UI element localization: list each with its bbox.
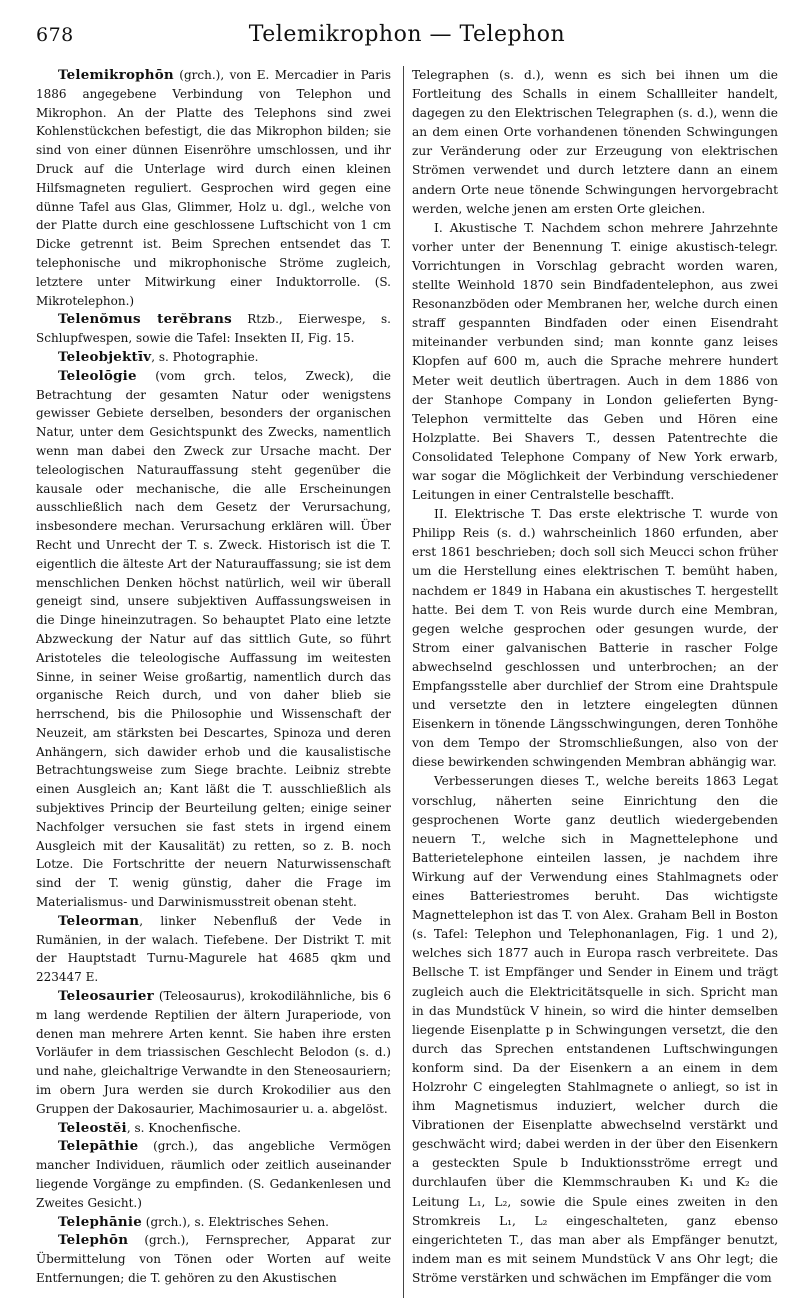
entry-text: , s. Photographie. [151, 349, 259, 364]
entry-headword: Teleolōgie [58, 367, 137, 384]
entry-headword: Telemikrophōn [58, 67, 174, 83]
dictionary-entry [36, 310, 391, 348]
entry-text: (grch.), Fernsprecher, Apparat zur Übermittelung von Tönen oder Worten auf weite Entfernungen; die T. gehören zu den Akustischen [36, 1233, 391, 1285]
dictionary-entry [36, 348, 391, 367]
body-paragraph: I. Akustische T. Nachdem schon mehrere Jahrzehnte vorher unter der Benennung T. einige akustisch-telegr. Vorrichtungen in Vorschlag gebracht worden waren, stellte Weinhold 1870 sein Bindfadentelephon, aus zwei Resonanzböden oder Membranen her, welche durch einen straff gespannten Bindfaden oder einen Eisendraht miteinander verbunden sind; man konnte ganz leises Klopfen auf 600 m, auch die Sprache mehrere hundert Meter weit deutlich übertragen. Auch in dem 1886 von der Stanhope Company in London gelieferten Byng-Telephon vermittelte das Geben und Hören eine Holzplatte. Bei Shavers T., dessen Patentrechte die Consolidated Telephone Company of New York erwarb, war sogar die Möglichkeit der Verbindung verschiedener Leitungen in einer Centralstelle beschafft. [412, 220, 778, 503]
entry-headword: Teleobjektīv [58, 348, 152, 365]
entry-headword: Teleosaurier [58, 988, 154, 1005]
dictionary-entry [36, 912, 391, 987]
dictionary-entry [36, 66, 391, 310]
entry-text: Rtzb., Eierwespe, s. Schlupfwespen, sowie die Tafel: Insekten II, Fig. 15. [36, 312, 391, 346]
body-paragraph: II. Elektrische T. Das erste elektrische T. wurde von Philipp Reis (s. d.) wahrscheinlich 1860 erfunden, aber erst 1861 beschrieben; doch soll sich Meucci schon früher um die Herstellung eines elektrischen T. bemüht haben, nachdem er 1849 in Habana ein akustisches T. hergestellt hatte. Bei dem T. von Reis wurde durch eine Membran, gegen welche gesprochen oder gesungen wurde, der Strom einer galvanischen Batterie in rascher Folge abwechselnd geschlossen und unterbrochen; an der Empfangsstelle aber durchlief der Strom eine Drahtspule und versetzte den in letztere eingelegten dünnen Eisenkern in tönende Längsschwingungen, deren Tonhöhe von dem Tempo der Stromschließungen, also von der diese bewirkenden schwingenden Membran abhängig war. [412, 507, 778, 770]
dictionary-entry [36, 1213, 391, 1232]
entry-headword: Telepāthie [58, 1138, 139, 1155]
entry-text: (Teleosaurus), krokodilähnliche, bis 6 m lang werdende Reptilien der ältern Juraperiode, von denen man mehrere Arten kennt. Sie haben ihre ersten Vorläufer in dem triassischen Geschlecht Belodon (s. d.) und nahe, gleichaltrige Verwandte in den Steneosauriern; im obern Jura werden sie durch Krokodilier aus den Gruppen der Dakosaurier, Machimosaurier u. a. abgelöst. [36, 989, 391, 1116]
column-divider [403, 66, 404, 1298]
dictionary-entry [36, 1231, 391, 1287]
right-column [412, 66, 778, 1288]
left-column [36, 66, 391, 1288]
dictionary-entry [36, 987, 391, 1119]
running-title: Telemikrophon — Telephon [248, 22, 566, 47]
dictionary-entry [36, 367, 391, 912]
entry-text: (vom grch. telos, Zweck), die Betrachtung der gesamten Natur oder wenigstens gewisser Gebiete derselben, besonders der organischen Natur, unter dem Gesichtspunkt des Zwecks, namentlich wenn man dabei den Zweck zur Ursache macht. Der teleologischen Naturauffassung steht gegenüber die kausale oder mechanische, die alle Erscheinungen ausschließlich nach dem Gesetz der Verursachung, insbesondere mechan. Verursachung erklären will. Über Recht und Unrecht der T. s. Zweck. Historisch ist die T. eigentlich die älteste Art der Naturauffassung; sie ist dem menschlichen Denken höchst natürlich, weil wir überall geneigt sind, unsere subjektiven Auffassungsweisen in die Dinge hineinzutragen. So behauptet Plato eine letzte Abzweckung der Natur auf das sittlich Gute, so führt Aristoteles die teleologische Auffassung im weitesten Sinne, in seiner Weise großartig, namentlich durch das organische Reich durch, und von daher blieb sie herrschend, bis die Philosophie und Wissenschaft der Neuzeit, am stärksten bei Descartes, Spinoza und deren Anhängern, sich dawider erhob und die kausalistische Betrachtungsweise zum Siege brachte. Leibniz strebte einen Ausgleich an; Kant läßt die T. ausschließlich als subjektives Princip der Beurteilung gelten; einige seiner Nachfolger versuchen sie fast stets in irgend einem Ausgleich mit der Kausalität) zu retten, so z. B. noch Lotze. Die Fortschritte der neuern Naturwissenschaft sind der T. wenig günstig, daher die Frage im Materialismus- und Darwinismusstreit obenan steht. [36, 368, 391, 910]
entry-headword: Telenŏmus terĕbrans [58, 311, 232, 328]
entry-headword: Teleostĕi [58, 1119, 127, 1136]
entry-headword: Telephānie [58, 1213, 142, 1230]
dictionary-entry [36, 1119, 391, 1138]
page-number: 678 [36, 24, 74, 46]
body-paragraph: Telegraphen (s. d.), wenn es sich bei ihnen um die Fortleitung des Schalls in einem Schallleiter handelt, dagegen zu den Elektrischen Telegraphen (s. d.), wenn die an dem einen Orte vorhandenen tönenden Schwingungen zur Veränderung oder zur Erzeugung von elektrischen Strömen verwendet und durch letztere dann an einem andern Orte neue tönende Schwingungen hervorgebracht werden, welche jenen am ersten Orte gleichen. [412, 68, 778, 216]
entry-text: (grch.), von E. Mercadier in Paris 1886 angegebene Verbindung von Telephon und Mikrophon. An der Platte des Telephons sind zwei Kohlenstückchen befestigt, die das Mikrophon bilden; sie sind von einer dünnen Eisenröhre umschlossen, und ihr Druck auf die Unterlage wird durch einen kleinen Hilfsmagneten reguliert. Gesprochen wird gegen eine dünne Tafel aus Glas, Glimmer, Holz u. dgl., welche von der Platte durch eine geschlossene Luftschicht von 1 cm Dicke getrennt ist. Beim Sprechen entsendet das T. telephonische und mikrophonische Ströme zugleich, letztere unter Mitwirkung einer Induktorrolle. (S. Mikrotelephon.) [36, 68, 391, 308]
entry-text: , s. Knochenfische. [126, 1120, 241, 1135]
body-paragraph: Verbesserungen dieses T., welche bereits 1863 Legat vorschlug, näherten seine Einrichtung den die gesprochenen Worte ganz deutlich wiedergebenden neuern T., welche sich in Magnettelephone und Batterietelephone einteilen lassen, je nachdem ihre Wirkung auf der Verwendung eines Stahlmagnets oder eines Batteriestromes beruht. Das wichtigste Magnettelephon ist das T. von Alex. Graham Bell in Boston (s. Tafel: Telephon und Telephonanlagen, Fig. 1 und 2), welches sich 1877 auch in Europa rasch verbreitete. Das Bellsche T. ist Empfänger und Sender in Einem und trägt zugleich auch die Elektricitätsquelle in sich. Spricht man in das Mundstück V hinein, so wird die hinter demselben liegende Eisenplatte p in Schwingungen versetzt, die den durch das Sprechen entstandenen Luftschwingungen konform sind. Da der Eisenkern a an einem in dem Holzrohr C eingelegten Stahlmagnete o anliegt, so ist in ihm Magnetismus induziert, welcher durch die Vibrationen der Eisenplatte abwechselnd verstärkt und geschwächt wird; dabei werden in der über den Eisenkern a gesteckten Spule b Induktionsströme erregt und durchlaufen über die Klemmschrauben K₁ und K₂ die Leitung L₁, L₂, sowie die Spule eines zweiten in den Stromkreis L₁, L₂ eingeschalteten, ganz ebenso eingerichteten T., das man aber als Empfänger benutzt, indem man es mit seinem Mundstück V ans Ohr legt; die Ströme verstärken und schwächen im Empfänger die vom [412, 774, 778, 1285]
dictionary-entry [36, 1137, 391, 1212]
entry-headword: Teleorman [58, 912, 140, 929]
entry-text: (grch.), s. Elektrisches Sehen. [141, 1214, 329, 1229]
entry-text: , linker Nebenfluß der Vede in Rumänien, in der walach. Tiefebene. Der Distrikt T. mit der Hauptstadt Turnu-Magurele hat 4685 qkm und 223447 E. [36, 913, 391, 985]
page-header [36, 14, 778, 54]
entry-text: (grch.), das angebliche Vermögen mancher Individuen, räumlich oder zeitlich auseinander liegende Vorgänge zu empfinden. (S. Gedankenlesen und Zweites Gesicht.) [36, 1139, 391, 1210]
entry-headword: Telephōn [58, 1232, 129, 1249]
